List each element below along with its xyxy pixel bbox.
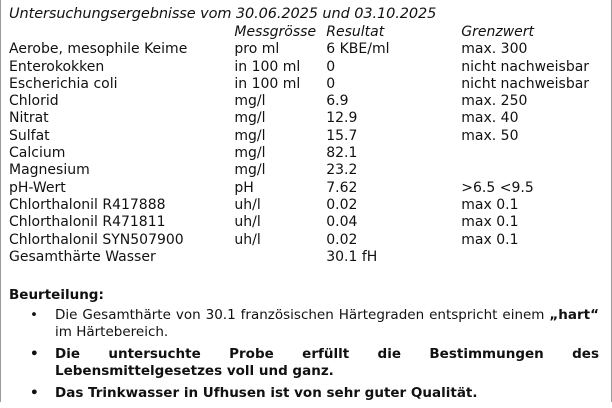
- parameter-name: Enterokokken: [9, 58, 105, 75]
- parameter-unit: mg/l: [234, 145, 266, 162]
- table-row: [9, 180, 611, 197]
- parameter-limit: max 0.1: [461, 231, 519, 248]
- parameter-result: 23.2: [326, 162, 358, 179]
- parameter-limit: [461, 145, 611, 162]
- parameter-result: 82.1: [326, 145, 358, 162]
- bullet-icon: •: [30, 385, 39, 401]
- parameter-limit: nicht nachweisbar: [461, 75, 590, 92]
- table-row: [9, 145, 611, 162]
- table-row: [9, 93, 611, 110]
- results-table: [9, 24, 611, 266]
- parameter-unit: mg/l: [234, 110, 266, 127]
- table-row: [9, 162, 611, 179]
- assessment-item-hardness: [9, 307, 599, 340]
- assessment-item-compliance: [9, 346, 599, 379]
- assessment-title: Beurteilung:: [9, 287, 104, 303]
- hardness-text-after: im Härtebereich.: [55, 323, 169, 340]
- parameter-name: Chlorthalonil R417888: [9, 196, 166, 213]
- parameter-name: Nitrat: [9, 110, 49, 127]
- compliance-text: Die untersuchte Probe erfüllt die Bestimmungen des Lebensmittelgesetzes voll und ganz.: [55, 346, 599, 379]
- parameter-result: 30.1 fH: [326, 248, 378, 265]
- parameter-unit: uh/l: [234, 214, 261, 231]
- assessment-section: [9, 287, 599, 408]
- parameter-limit: [461, 162, 611, 179]
- parameter-result: 0.04: [326, 214, 358, 231]
- parameter-limit: nicht nachweisbar: [461, 58, 590, 75]
- parameter-name: Calcium: [9, 145, 66, 162]
- hardness-rating: „hart“: [549, 307, 599, 323]
- parameter-name: Chlorthalonil SYN507900: [9, 231, 184, 248]
- parameter-unit: mg/l: [234, 162, 266, 179]
- table-row: [9, 214, 611, 231]
- parameter-result: 0: [326, 58, 336, 75]
- parameter-name: Gesamthärte Wasser: [9, 248, 156, 265]
- table-row: [9, 197, 611, 214]
- parameter-result: 0.02: [326, 196, 358, 213]
- parameter-limit: max 0.1: [461, 214, 519, 231]
- table-row: [9, 249, 611, 266]
- table-row: [9, 128, 611, 145]
- parameter-name: pH-Wert: [9, 179, 66, 196]
- parameter-result: 0: [326, 75, 336, 92]
- parameter-result: 6.9: [326, 93, 349, 110]
- parameter-unit: mg/l: [234, 93, 266, 110]
- table-header-row: [9, 24, 611, 41]
- assessment-item-quality: [9, 385, 599, 402]
- parameter-result: 0.02: [326, 231, 358, 248]
- parameter-limit: [461, 249, 611, 266]
- header-result: Resultat: [326, 24, 385, 40]
- bullet-icon: •: [30, 307, 38, 323]
- parameter-name: Chlorid: [9, 93, 59, 110]
- parameter-unit: mg/l: [234, 127, 266, 144]
- parameter-unit: in 100 ml: [234, 58, 301, 75]
- parameter-result: 15.7: [326, 127, 358, 144]
- hardness-text-before: Die Gesamthärte von 30.1 französischen Härtegraden entspricht einem: [55, 307, 550, 323]
- assessment-list: [9, 307, 599, 402]
- parameter-unit: [234, 249, 326, 266]
- parameter-unit: pro ml: [234, 41, 280, 58]
- table-row: [9, 76, 611, 93]
- parameter-name: Sulfat: [9, 127, 50, 144]
- header-empty: [9, 24, 234, 41]
- document-heading: Untersuchungsergebnisse vom 30.06.2025 und 03.10.2025: [9, 6, 437, 22]
- parameter-unit: in 100 ml: [234, 75, 301, 92]
- parameter-name: Aerobe, mesophile Keime: [9, 41, 188, 58]
- parameter-limit: >6.5 <9.5: [461, 179, 534, 196]
- parameter-result: 12.9: [326, 110, 358, 127]
- parameter-name: Magnesium: [9, 162, 90, 179]
- parameter-limit: max. 250: [461, 93, 528, 110]
- table-row: [9, 41, 611, 58]
- table-row: [9, 232, 611, 249]
- parameter-result: 6 KBE/ml: [326, 41, 390, 58]
- parameter-unit: uh/l: [234, 196, 261, 213]
- parameter-name: Chlorthalonil R471811: [9, 214, 166, 231]
- header-measure: Messgrösse: [234, 24, 317, 40]
- results-body: [9, 41, 611, 266]
- table-row: [9, 110, 611, 127]
- table-row: [9, 59, 611, 76]
- parameter-limit: max. 40: [461, 110, 519, 127]
- parameter-limit: max. 50: [461, 127, 519, 144]
- bullet-icon: •: [30, 346, 39, 362]
- header-limit: Grenzwert: [461, 24, 535, 40]
- parameter-unit: uh/l: [234, 231, 261, 248]
- parameter-name: Escherichia coli: [9, 75, 118, 92]
- parameter-limit: max 0.1: [461, 196, 519, 213]
- parameter-limit: max. 300: [461, 41, 528, 58]
- parameter-result: 7.62: [326, 179, 358, 196]
- quality-text: Das Trinkwasser in Ufhusen ist von sehr guter Qualität.: [55, 385, 478, 401]
- parameter-unit: pH: [234, 179, 254, 196]
